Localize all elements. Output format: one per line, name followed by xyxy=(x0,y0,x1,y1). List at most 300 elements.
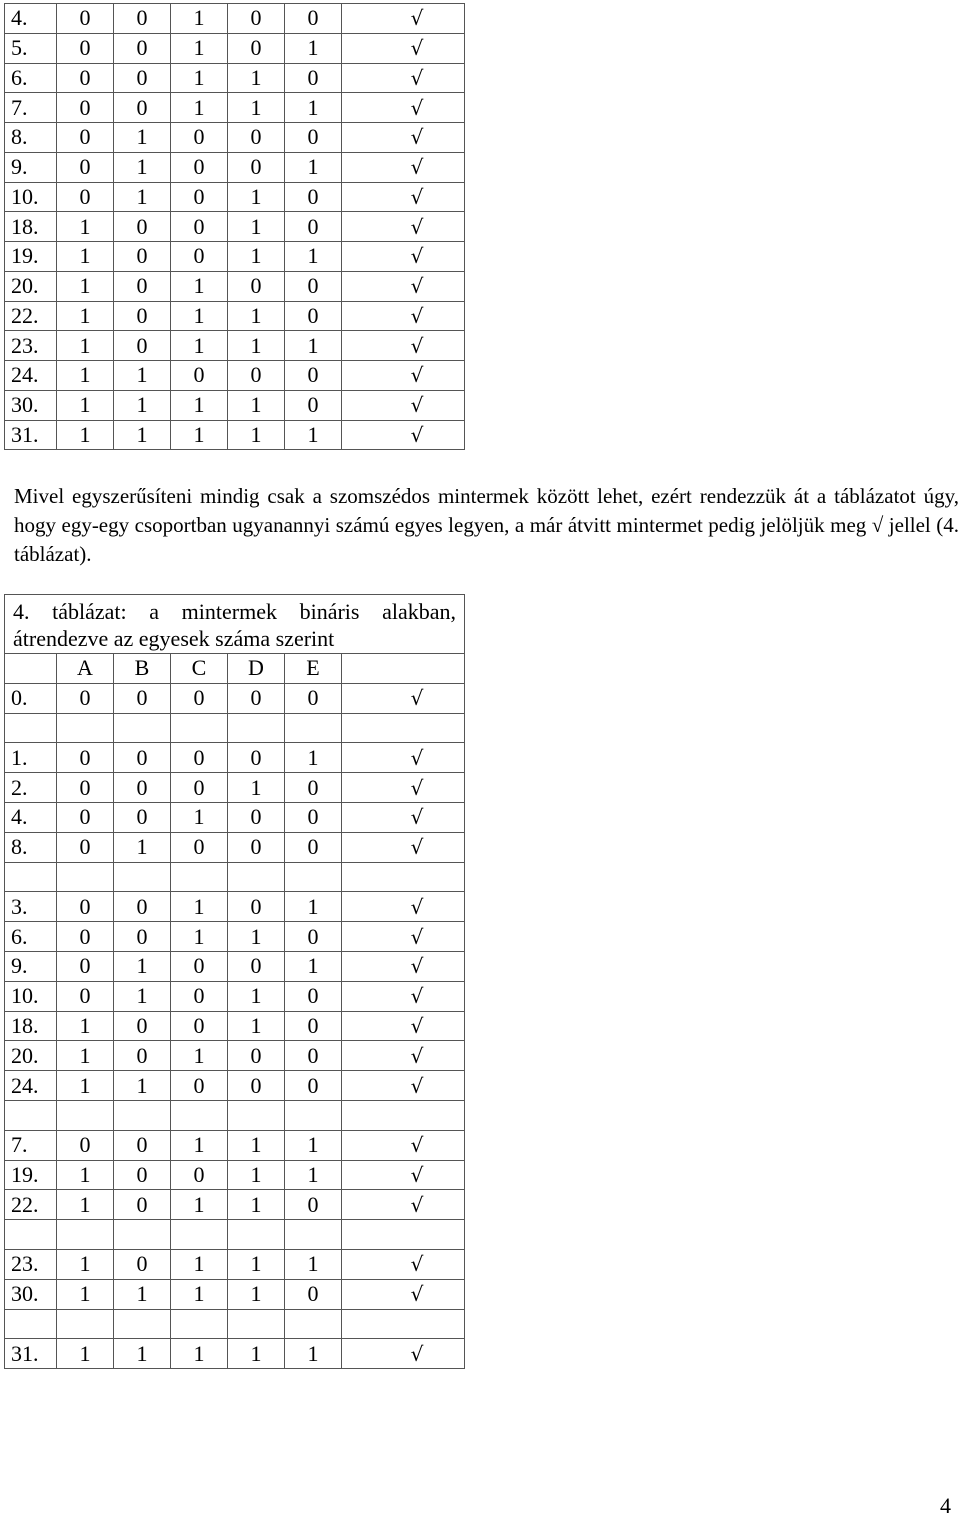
table-row xyxy=(5,390,465,420)
row-index: 8. xyxy=(5,832,57,862)
bit-cell: 1 xyxy=(171,1279,228,1309)
empty-cell xyxy=(171,713,228,743)
check-mark: √ xyxy=(342,420,465,450)
bit-cell: 0 xyxy=(114,242,171,272)
empty-cell xyxy=(342,862,465,892)
bit-cell: 0 xyxy=(57,892,114,922)
row-index: 20. xyxy=(5,1041,57,1071)
table-row xyxy=(5,1160,465,1190)
check-mark: √ xyxy=(342,1160,465,1190)
row-index: 23. xyxy=(5,1249,57,1279)
bit-cell: 1 xyxy=(171,922,228,952)
bit-cell: 0 xyxy=(228,271,285,301)
check-mark: √ xyxy=(342,951,465,981)
bit-cell: 0 xyxy=(285,182,342,212)
row-index: 7. xyxy=(5,1130,57,1160)
header-c: C xyxy=(171,654,228,684)
check-mark: √ xyxy=(342,271,465,301)
empty-cell xyxy=(342,713,465,743)
header-a: A xyxy=(57,654,114,684)
bit-cell: 0 xyxy=(114,1249,171,1279)
bit-cell: 1 xyxy=(171,1339,228,1369)
bit-cell: 0 xyxy=(114,743,171,773)
bit-cell: 1 xyxy=(114,123,171,153)
check-mark: √ xyxy=(342,1011,465,1041)
table-row xyxy=(5,1190,465,1220)
table-row xyxy=(5,832,465,862)
row-index: 9. xyxy=(5,152,57,182)
bit-cell: 1 xyxy=(228,63,285,93)
check-mark: √ xyxy=(342,242,465,272)
table-row xyxy=(5,1130,465,1160)
bit-cell: 0 xyxy=(228,683,285,713)
bit-cell: 0 xyxy=(171,361,228,391)
bit-cell: 0 xyxy=(285,63,342,93)
bit-cell: 0 xyxy=(57,123,114,153)
row-index: 30. xyxy=(5,390,57,420)
bit-cell: 1 xyxy=(171,331,228,361)
row-index: 6. xyxy=(5,63,57,93)
row-index: 24. xyxy=(5,1071,57,1101)
bit-cell: 1 xyxy=(114,152,171,182)
row-index: 0. xyxy=(5,683,57,713)
bit-cell: 1 xyxy=(57,1279,114,1309)
bit-cell: 0 xyxy=(228,951,285,981)
empty-cell xyxy=(5,1100,57,1130)
bit-cell: 0 xyxy=(171,951,228,981)
bit-cell: 1 xyxy=(285,331,342,361)
bit-cell: 1 xyxy=(57,1041,114,1071)
bit-cell: 0 xyxy=(228,802,285,832)
row-index: 5. xyxy=(5,33,57,63)
table-row xyxy=(5,33,465,63)
row-index: 6. xyxy=(5,922,57,952)
check-mark: √ xyxy=(342,832,465,862)
bit-cell: 1 xyxy=(171,301,228,331)
bit-cell: 0 xyxy=(57,152,114,182)
bit-cell: 1 xyxy=(228,773,285,803)
bit-cell: 0 xyxy=(171,773,228,803)
check-mark: √ xyxy=(342,1249,465,1279)
bit-cell: 0 xyxy=(171,683,228,713)
check-mark: √ xyxy=(342,1339,465,1369)
bit-cell: 0 xyxy=(57,981,114,1011)
bit-cell: 1 xyxy=(285,1249,342,1279)
table-row xyxy=(5,683,465,713)
empty-cell xyxy=(57,1220,114,1250)
bit-cell: 1 xyxy=(171,892,228,922)
bit-cell: 0 xyxy=(57,802,114,832)
bit-cell: 1 xyxy=(114,1071,171,1101)
bit-cell: 0 xyxy=(285,4,342,34)
body-paragraph: Mivel egyszerűsíteni mindig csak a szomszédos mintermek között lehet, ezért rendezzük át a táblázatot úgy, hogy egy-egy csoportban ugyanannyi számú egyes legyen, a már átvitt mintermet pedig jelöljük meg √ jellel (4. táblázat). xyxy=(14,484,959,566)
empty-cell xyxy=(285,1100,342,1130)
bit-cell: 0 xyxy=(171,832,228,862)
check-mark: √ xyxy=(342,743,465,773)
bit-cell: 1 xyxy=(57,1011,114,1041)
bit-cell: 1 xyxy=(228,390,285,420)
check-mark: √ xyxy=(342,182,465,212)
bit-cell: 1 xyxy=(114,951,171,981)
table-row xyxy=(5,922,465,952)
bit-cell: 1 xyxy=(171,1130,228,1160)
bit-cell: 1 xyxy=(57,361,114,391)
check-mark: √ xyxy=(342,1071,465,1101)
row-index: 8. xyxy=(5,123,57,153)
bit-cell: 1 xyxy=(57,1160,114,1190)
bit-cell: 1 xyxy=(228,301,285,331)
bit-cell: 1 xyxy=(228,242,285,272)
bit-cell: 0 xyxy=(228,892,285,922)
check-mark: √ xyxy=(342,152,465,182)
bit-cell: 1 xyxy=(114,390,171,420)
bit-cell: 0 xyxy=(114,4,171,34)
empty-cell xyxy=(228,862,285,892)
bit-cell: 0 xyxy=(114,1041,171,1071)
bit-cell: 1 xyxy=(57,212,114,242)
check-mark: √ xyxy=(342,1041,465,1071)
bit-cell: 0 xyxy=(285,802,342,832)
bit-cell: 0 xyxy=(171,242,228,272)
bit-cell: 0 xyxy=(228,832,285,862)
table-row xyxy=(5,361,465,391)
table-row xyxy=(5,4,465,34)
empty-cell xyxy=(114,862,171,892)
empty-cell xyxy=(342,1309,465,1339)
bit-cell: 1 xyxy=(228,1339,285,1369)
bit-cell: 1 xyxy=(228,922,285,952)
bit-cell: 1 xyxy=(228,981,285,1011)
bit-cell: 0 xyxy=(228,743,285,773)
empty-cell xyxy=(285,713,342,743)
bit-cell: 0 xyxy=(228,123,285,153)
bit-cell: 0 xyxy=(228,1071,285,1101)
table-row xyxy=(5,271,465,301)
bit-cell: 1 xyxy=(228,1249,285,1279)
bit-cell: 1 xyxy=(57,242,114,272)
group-separator-row xyxy=(5,862,465,892)
group-separator-row xyxy=(5,713,465,743)
table-row xyxy=(5,773,465,803)
bit-cell: 0 xyxy=(171,182,228,212)
group-separator-row xyxy=(5,1220,465,1250)
check-mark: √ xyxy=(342,33,465,63)
bit-cell: 1 xyxy=(114,182,171,212)
row-index: 18. xyxy=(5,1011,57,1041)
empty-cell xyxy=(342,1100,465,1130)
bit-cell: 0 xyxy=(57,93,114,123)
table-row xyxy=(5,1279,465,1309)
bit-cell: 0 xyxy=(57,743,114,773)
bit-cell: 0 xyxy=(57,832,114,862)
row-index: 9. xyxy=(5,951,57,981)
bit-cell: 0 xyxy=(171,981,228,1011)
bit-cell: 1 xyxy=(228,1130,285,1160)
bit-cell: 0 xyxy=(114,802,171,832)
table-header-row xyxy=(5,654,465,684)
bit-cell: 1 xyxy=(228,331,285,361)
bit-cell: 1 xyxy=(285,1130,342,1160)
bit-cell: 1 xyxy=(171,390,228,420)
bit-cell: 0 xyxy=(228,361,285,391)
empty-cell xyxy=(228,1309,285,1339)
bit-cell: 0 xyxy=(171,212,228,242)
bit-cell: 0 xyxy=(57,182,114,212)
empty-cell xyxy=(57,1100,114,1130)
row-index: 20. xyxy=(5,271,57,301)
bit-cell: 0 xyxy=(114,33,171,63)
check-mark: √ xyxy=(342,361,465,391)
header-b: B xyxy=(114,654,171,684)
check-mark: √ xyxy=(342,1279,465,1309)
check-mark: √ xyxy=(342,1130,465,1160)
empty-cell xyxy=(114,1220,171,1250)
empty-cell xyxy=(5,713,57,743)
bit-cell: 0 xyxy=(57,683,114,713)
check-mark: √ xyxy=(342,301,465,331)
row-index: 23. xyxy=(5,331,57,361)
empty-cell xyxy=(57,1309,114,1339)
row-index: 1. xyxy=(5,743,57,773)
empty-cell xyxy=(5,862,57,892)
bit-cell: 0 xyxy=(285,390,342,420)
bit-cell: 0 xyxy=(114,1130,171,1160)
bit-cell: 0 xyxy=(171,1011,228,1041)
bit-cell: 1 xyxy=(57,1190,114,1220)
bit-cell: 1 xyxy=(285,1339,342,1369)
bit-cell: 1 xyxy=(114,1279,171,1309)
header-mark xyxy=(342,654,465,684)
bit-cell: 0 xyxy=(171,152,228,182)
check-mark: √ xyxy=(342,1190,465,1220)
table-row xyxy=(5,242,465,272)
table-row xyxy=(5,1071,465,1101)
table-row xyxy=(5,1339,465,1369)
table-row xyxy=(5,182,465,212)
bit-cell: 1 xyxy=(228,1279,285,1309)
bit-cell: 0 xyxy=(285,1279,342,1309)
bit-cell: 1 xyxy=(114,832,171,862)
bit-cell: 0 xyxy=(285,271,342,301)
bit-cell: 1 xyxy=(285,93,342,123)
bit-cell: 0 xyxy=(114,892,171,922)
bit-cell: 0 xyxy=(114,1011,171,1041)
table-row xyxy=(5,93,465,123)
table-row xyxy=(5,981,465,1011)
bit-cell: 1 xyxy=(228,93,285,123)
group-separator-row xyxy=(5,1100,465,1130)
bit-cell: 0 xyxy=(114,271,171,301)
table-row xyxy=(5,152,465,182)
check-mark: √ xyxy=(342,922,465,952)
row-index: 4. xyxy=(5,802,57,832)
bit-cell: 0 xyxy=(285,361,342,391)
row-index: 31. xyxy=(5,1339,57,1369)
bit-cell: 0 xyxy=(114,93,171,123)
bit-cell: 1 xyxy=(57,271,114,301)
bit-cell: 0 xyxy=(171,1071,228,1101)
bit-cell: 1 xyxy=(285,152,342,182)
bit-cell: 0 xyxy=(114,331,171,361)
bit-cell: 0 xyxy=(57,922,114,952)
empty-cell xyxy=(342,1220,465,1250)
bit-cell: 0 xyxy=(114,683,171,713)
row-index: 30. xyxy=(5,1279,57,1309)
bit-cell: 1 xyxy=(228,1011,285,1041)
check-mark: √ xyxy=(342,212,465,242)
bit-cell: 0 xyxy=(228,33,285,63)
bit-cell: 0 xyxy=(114,212,171,242)
bit-cell: 0 xyxy=(228,1041,285,1071)
row-index: 31. xyxy=(5,420,57,450)
bit-cell: 0 xyxy=(114,773,171,803)
bit-cell: 1 xyxy=(57,301,114,331)
bit-cell: 1 xyxy=(114,420,171,450)
empty-cell xyxy=(285,1309,342,1339)
bit-cell: 1 xyxy=(285,743,342,773)
empty-cell xyxy=(171,1220,228,1250)
empty-cell xyxy=(171,862,228,892)
empty-cell xyxy=(5,1309,57,1339)
table-row xyxy=(5,951,465,981)
row-index: 10. xyxy=(5,981,57,1011)
bit-cell: 0 xyxy=(57,33,114,63)
check-mark: √ xyxy=(342,331,465,361)
row-index: 2. xyxy=(5,773,57,803)
bit-cell: 1 xyxy=(228,1190,285,1220)
header-corner xyxy=(5,654,57,684)
table-row xyxy=(5,212,465,242)
empty-cell xyxy=(114,1309,171,1339)
bit-cell: 1 xyxy=(171,1190,228,1220)
row-index: 10. xyxy=(5,182,57,212)
row-index: 4. xyxy=(5,4,57,34)
empty-cell xyxy=(5,1220,57,1250)
table-row xyxy=(5,420,465,450)
table-row xyxy=(5,301,465,331)
empty-cell xyxy=(285,862,342,892)
row-index: 22. xyxy=(5,301,57,331)
bit-cell: 0 xyxy=(285,1041,342,1071)
check-mark: √ xyxy=(342,63,465,93)
table-row xyxy=(5,802,465,832)
bit-cell: 0 xyxy=(171,123,228,153)
table-row xyxy=(5,63,465,93)
bit-cell: 0 xyxy=(57,1130,114,1160)
check-mark: √ xyxy=(342,892,465,922)
bit-cell: 0 xyxy=(57,63,114,93)
check-mark: √ xyxy=(342,683,465,713)
bit-cell: 1 xyxy=(228,212,285,242)
bit-cell: 0 xyxy=(285,1011,342,1041)
empty-cell xyxy=(171,1100,228,1130)
check-mark: √ xyxy=(342,981,465,1011)
bit-cell: 1 xyxy=(114,1339,171,1369)
bit-cell: 0 xyxy=(285,832,342,862)
bit-cell: 1 xyxy=(171,1041,228,1071)
bit-cell: 0 xyxy=(114,922,171,952)
empty-cell xyxy=(114,713,171,743)
bit-cell: 0 xyxy=(285,1190,342,1220)
table-row xyxy=(5,331,465,361)
check-mark: √ xyxy=(342,123,465,153)
bit-cell: 1 xyxy=(285,420,342,450)
bit-cell: 0 xyxy=(57,773,114,803)
bit-cell: 1 xyxy=(228,182,285,212)
check-mark: √ xyxy=(342,773,465,803)
bit-cell: 1 xyxy=(171,33,228,63)
table-row xyxy=(5,1041,465,1071)
bit-cell: 0 xyxy=(285,773,342,803)
bit-cell: 1 xyxy=(171,1249,228,1279)
bit-cell: 0 xyxy=(57,4,114,34)
bit-cell: 1 xyxy=(114,361,171,391)
header-d: D xyxy=(228,654,285,684)
bit-cell: 1 xyxy=(171,4,228,34)
bit-cell: 1 xyxy=(57,331,114,361)
bit-cell: 1 xyxy=(285,33,342,63)
check-mark: √ xyxy=(342,390,465,420)
bit-cell: 0 xyxy=(114,301,171,331)
bit-cell: 0 xyxy=(228,4,285,34)
row-index: 24. xyxy=(5,361,57,391)
empty-cell xyxy=(228,1100,285,1130)
row-index: 18. xyxy=(5,212,57,242)
row-index: 19. xyxy=(5,242,57,272)
bit-cell: 0 xyxy=(171,743,228,773)
minterm-table-4 xyxy=(4,594,465,1369)
bit-cell: 0 xyxy=(285,301,342,331)
bit-cell: 1 xyxy=(57,390,114,420)
page-number: 4 xyxy=(940,1493,951,1518)
empty-cell xyxy=(171,1309,228,1339)
bit-cell: 0 xyxy=(57,951,114,981)
empty-cell xyxy=(57,713,114,743)
bit-cell: 0 xyxy=(114,63,171,93)
check-mark: √ xyxy=(342,93,465,123)
table-caption: 4. táblázat: a mintermek bináris alakban, átrendezve az egyesek száma szerint xyxy=(5,595,465,654)
bit-cell: 0 xyxy=(285,981,342,1011)
table-row xyxy=(5,1011,465,1041)
bit-cell: 0 xyxy=(285,212,342,242)
bit-cell: 1 xyxy=(57,1249,114,1279)
bit-cell: 0 xyxy=(285,922,342,952)
bit-cell: 1 xyxy=(57,420,114,450)
check-mark: √ xyxy=(342,802,465,832)
empty-cell xyxy=(114,1100,171,1130)
table-row xyxy=(5,123,465,153)
bit-cell: 0 xyxy=(171,1160,228,1190)
bit-cell: 0 xyxy=(114,1160,171,1190)
bit-cell: 1 xyxy=(171,802,228,832)
bit-cell: 1 xyxy=(285,242,342,272)
empty-cell xyxy=(228,1220,285,1250)
row-index: 3. xyxy=(5,892,57,922)
check-mark: √ xyxy=(342,4,465,34)
bit-cell: 1 xyxy=(171,420,228,450)
bit-cell: 1 xyxy=(171,271,228,301)
bit-cell: 1 xyxy=(285,951,342,981)
bit-cell: 0 xyxy=(285,123,342,153)
bit-cell: 1 xyxy=(57,1339,114,1369)
header-e: E xyxy=(285,654,342,684)
table-row xyxy=(5,743,465,773)
bit-cell: 0 xyxy=(114,1190,171,1220)
empty-cell xyxy=(285,1220,342,1250)
bit-cell: 1 xyxy=(228,1160,285,1190)
bit-cell: 1 xyxy=(171,93,228,123)
bit-cell: 0 xyxy=(285,683,342,713)
